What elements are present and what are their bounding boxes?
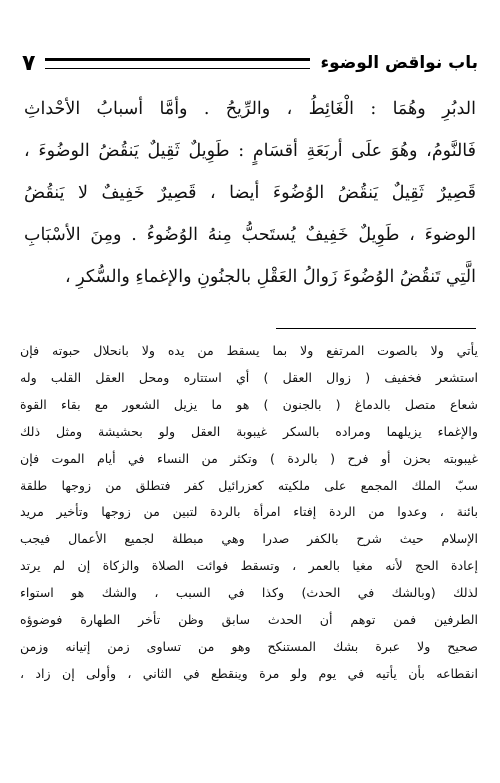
main-text-line: فَالنَّومُ، وهُوَ علَى أربَعَةِ أقسَامٍ : طَوِيلٌ ثَقِيلٌ يَنقُضُ الوضُوءَ ،: [24, 141, 476, 161]
main-text-line: الدبُرِ وهُمَا : الْغَائِطُ ، والرِّيحُ . وأمَّا أسبابُ الأحْداثِ: [24, 99, 476, 119]
footnote-line: سبّ الملك المجمع على ملكيته كعزرائيل كفر فتطلق من زوجها طلقة: [20, 477, 478, 493]
footnote-line: يأتي ولا بالصوت المرتفع ولا بما يسقط من يده ولا بانحلال حبوته فإن: [20, 343, 478, 358]
main-text-line: قَصِيرٌ ثَقِيلٌ يَنقُضُ الوُضُوءَ أيضا ، قَصِيرٌ خَفِيفٌ لا يَنقُضُ: [24, 183, 476, 203]
footnote-line: لذلك (وبالشك في الحدث) وكذا في السبب ، والشك هو استواء: [20, 585, 478, 601]
footnote-line: استشعر فخفيف ( زوال العقل ) أي استتاره ومحل العقل القلب وله: [20, 369, 478, 385]
footnote-line: صحيح ولا عبرة بشك المستنكح وهو من تساوى زمن إتيانه وزمن: [20, 638, 478, 654]
footnote-line: انقطاعه بأن يأتيه في يوم ولو مرة وينقطع في الثاني ، وأولى إن زاد ،: [20, 665, 478, 681]
main-text-line: الوضوءَ ، طَوِيلٌ خَفِيفٌ يُستَحبُّ مِنهُ الوُضُوءُ . ومِنَ الأسْبَابِ: [24, 225, 476, 245]
footnote-line: إعادة الحج لأنه مغيا بالعمر ، وتسقط فوائت الصلاة والزكاة إن لم يرتد: [20, 558, 478, 574]
main-text: [24, 88, 476, 298]
footnote-line: الطرفين فمن توهم أن الحدث سابق وظن تأخر الطهارة فوضوؤه: [20, 612, 478, 628]
footnote-line: الإسلام حيث شرح بالكفر صدرا وهي مبطلة لجميع الأعمال فيجب: [20, 531, 478, 547]
page-number: ٧: [22, 50, 36, 76]
footnote-separator: [276, 328, 476, 329]
main-text-line: الَّتِي تَنقُضُ الوُضُوءَ زَوالُ العَقْلِ بالجنُونِ والإغماءِ والسُّكرِ ،: [65, 267, 476, 287]
footnote-line: بائنة ، وعدوا من الردة إفتاء امرأة بالردة لتبين من زوجها وتأخير مريد: [20, 504, 478, 520]
chapter-title: باب نواقض الوضوء: [320, 53, 478, 73]
footnote-line: شعاع متصل بالدماغ ( بالجنون ) هو ما يزيل الشعور مع بقاء القوة: [20, 396, 478, 412]
footnote-line: والإغماء يزيلهما ومراده بالسكر غيبوبة العقل ولو بحشيشة ومثل ذلك: [20, 423, 478, 439]
page-header: [22, 48, 478, 78]
footnote-line: غيبوبته بحزن أو فرح ( بالردة ) وتكثر من النساء في أيام الموت فإن: [20, 450, 478, 466]
header-rule: [45, 58, 310, 69]
footnote-text: [20, 338, 478, 688]
